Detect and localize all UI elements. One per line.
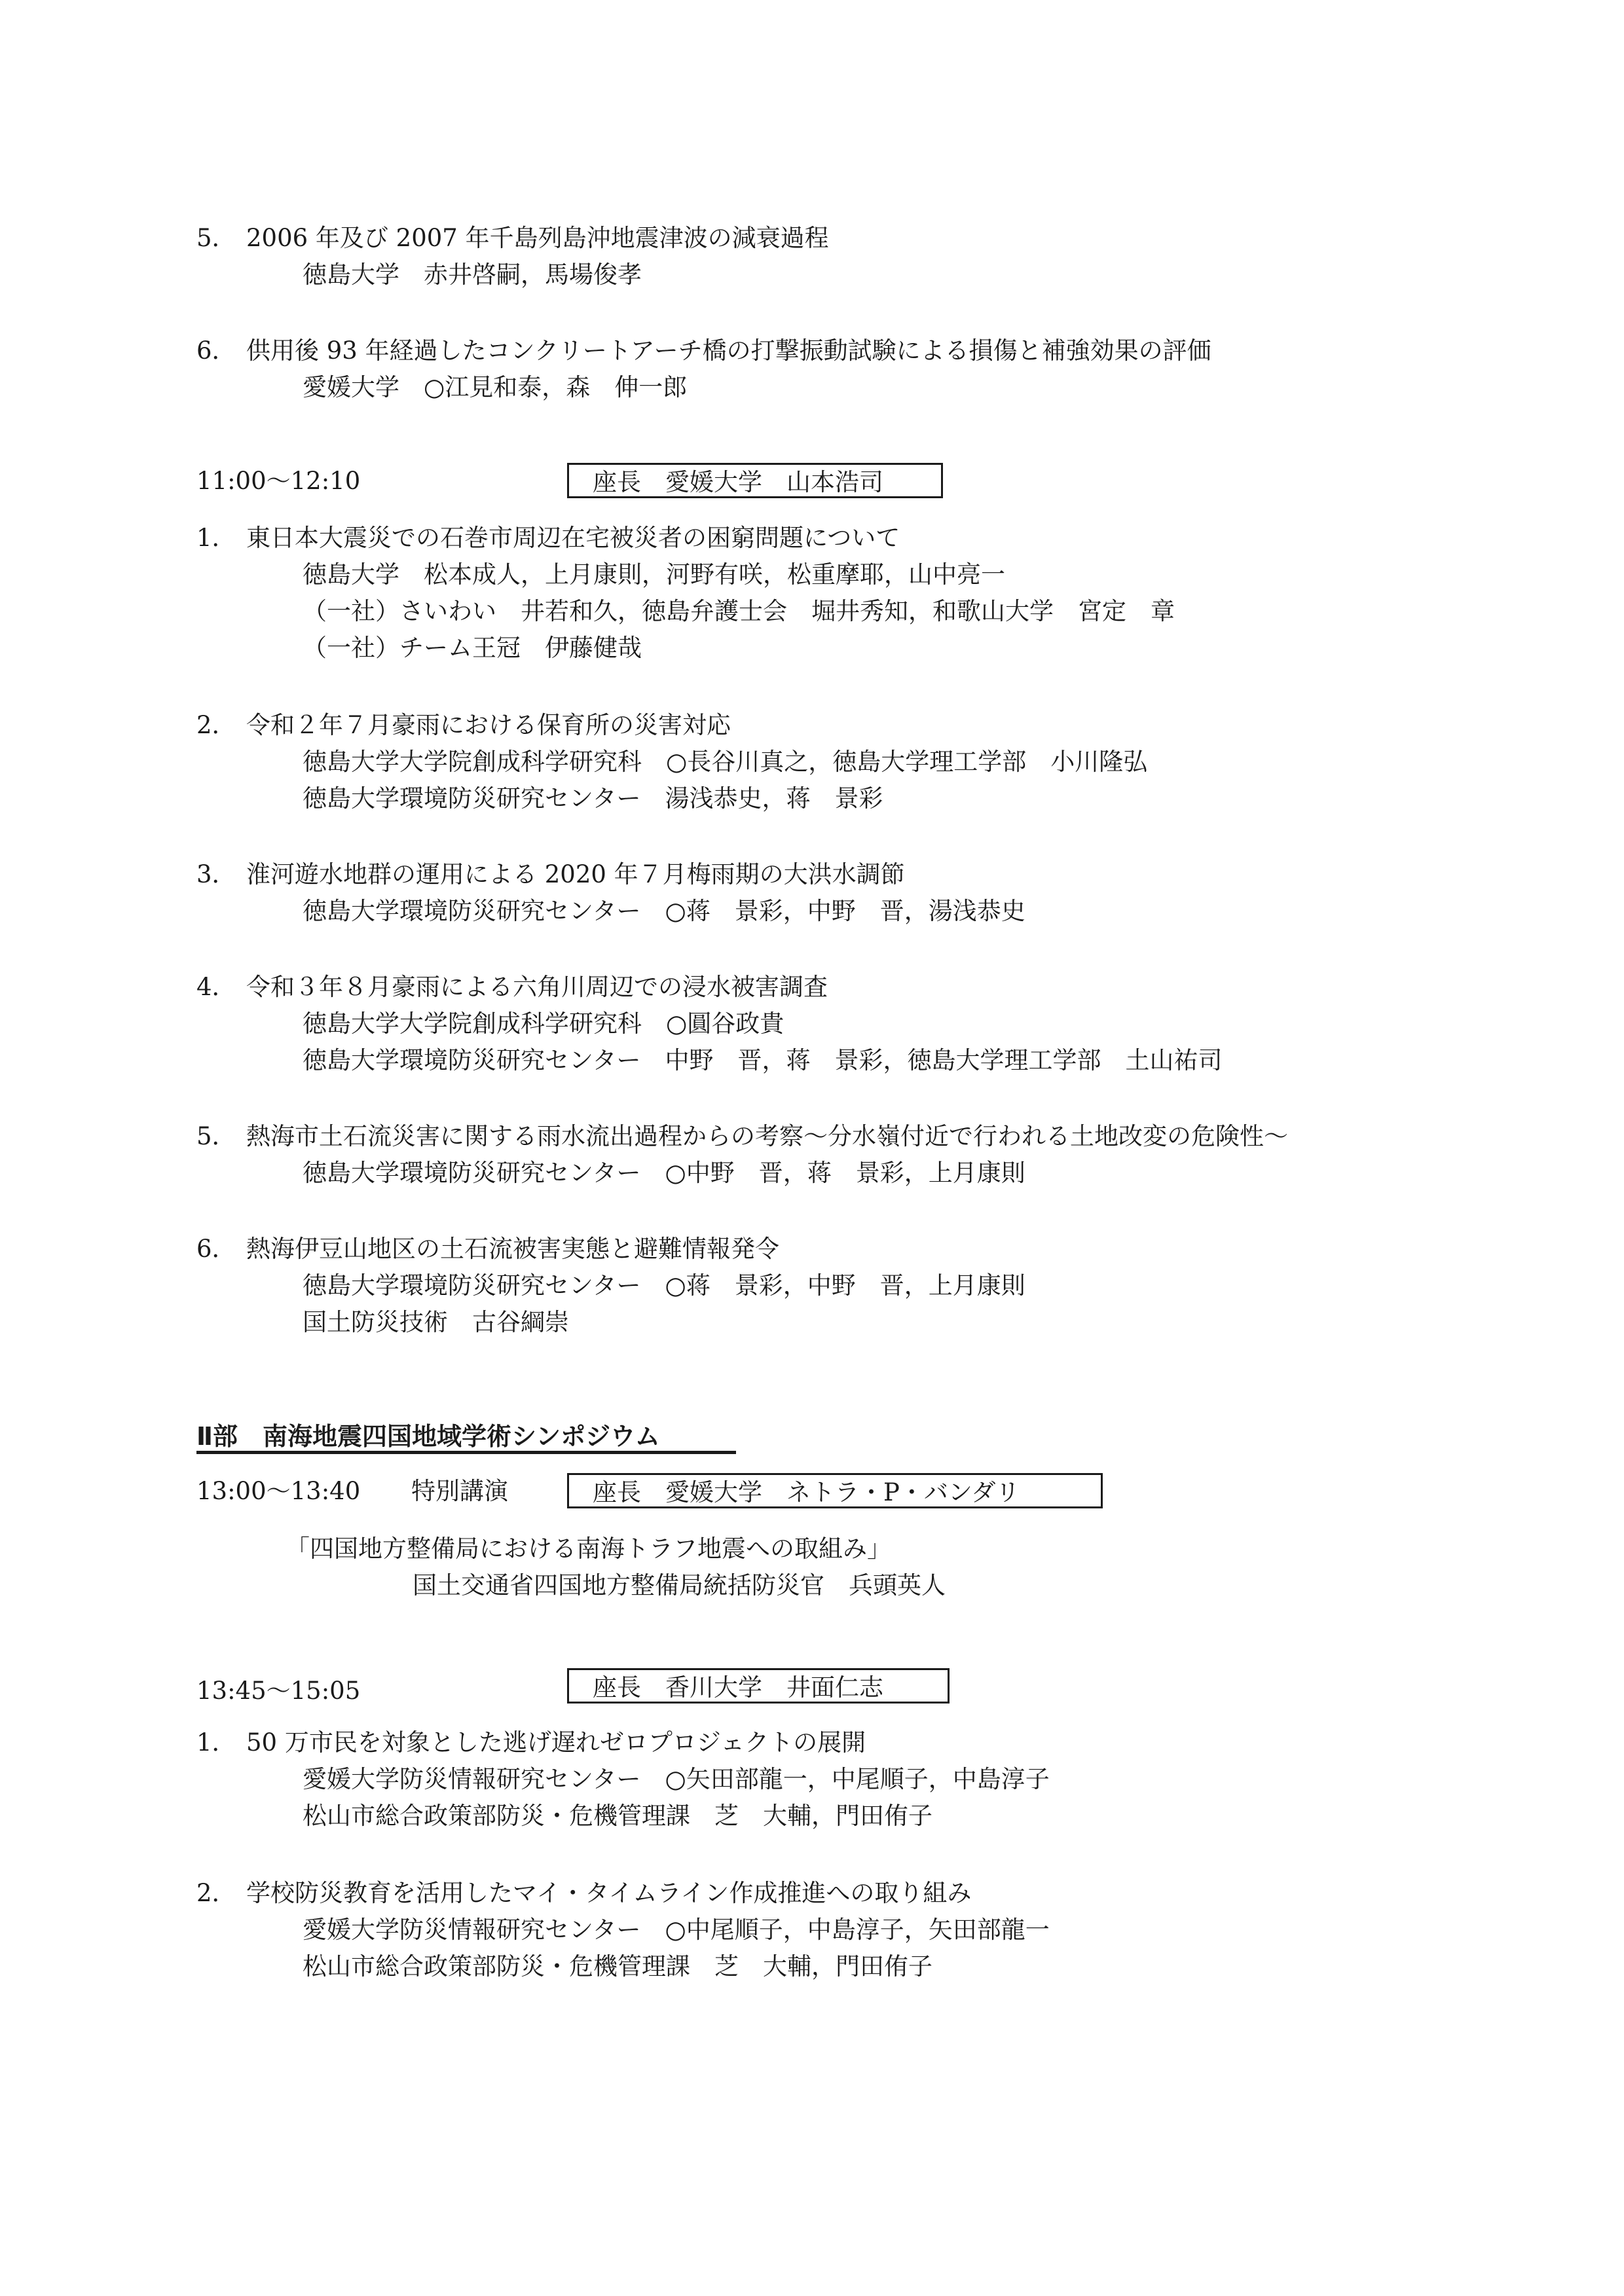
lecture-speaker: 国土交通省四国地方整備局統括防災官 兵頭英人 xyxy=(413,1571,946,1599)
item-number: 6． xyxy=(196,1235,236,1263)
item-authors: 国土防災技術 古谷綱崇 xyxy=(303,1308,569,1336)
item-title: 2006 年及び 2007 年千島列島沖地震津波の減衰過程 xyxy=(246,224,829,252)
item-authors: 徳島大学環境防災研究センター ○中野 晋，蒋 景彩，上月康則 xyxy=(303,1159,1025,1187)
item-authors: 徳島大学大学院創成科学研究科 ○圓谷政貴 xyxy=(303,1010,784,1038)
item-authors: 愛媛大学 ○江見和泰，森 伸一郎 xyxy=(303,373,688,401)
item-title: 熱海市土石流災害に関する雨水流出過程からの考察～分水嶺付近で行われる土地改変の危険性～ xyxy=(246,1122,1288,1150)
item-number: 2． xyxy=(196,711,236,739)
item-title: 令和２年７月豪雨における保育所の災害対応 xyxy=(246,711,731,739)
item-title: 淮河遊水地群の運用による 2020 年７月梅雨期の大洪水調節 xyxy=(246,860,905,888)
item-authors: 徳島大学 赤井啓嗣，馬場俊孝 xyxy=(303,261,642,289)
item-number: 1． xyxy=(196,524,236,552)
item-title: 供用後 93 年経過したコンクリートアーチ橋の打撃振動試験による損傷と補強効果の評価 xyxy=(246,337,1211,365)
special-time: 13:00～13:40 xyxy=(196,1477,361,1505)
item-number: 4． xyxy=(196,973,236,1001)
item-authors: 徳島大学環境防災研究センター ○蒋 景彩，中野 晋，湯浅恭史 xyxy=(303,897,1025,925)
item-authors: 徳島大学環境防災研究センター 中野 晋，蒋 景彩，徳島大学理工学部 土山祐司 xyxy=(303,1046,1223,1074)
item-authors: 松山市総合政策部防災・危機管理課 芝 大輔，門田侑子 xyxy=(303,1952,932,1980)
item-number: 3． xyxy=(196,860,236,888)
item-authors: 徳島大学環境防災研究センター 湯浅恭史，蒋 景彩 xyxy=(303,784,883,812)
heading-underline xyxy=(196,1451,736,1454)
item-authors: 松山市総合政策部防災・危機管理課 芝 大輔，門田侑子 xyxy=(303,1802,932,1830)
item-number: 1． xyxy=(196,1728,236,1757)
item-number: 6． xyxy=(196,337,236,365)
chair-box: 座長 愛媛大学 ネトラ・P・バンダリ xyxy=(567,1473,1103,1508)
item-authors: 愛媛大学防災情報研究センター ○矢田部龍一，中尾順子，中島淳子 xyxy=(303,1765,1050,1793)
special-label: 特別講演 xyxy=(411,1477,508,1505)
item-authors: 徳島大学環境防災研究センター ○蒋 景彩，中野 晋，上月康則 xyxy=(303,1271,1025,1300)
item-number: 5． xyxy=(196,224,236,252)
chair-box: 座長 愛媛大学 山本浩司 xyxy=(567,463,943,498)
item-authors: 徳島大学 松本成人，上月康則，河野有咲，松重摩耶，山中亮一 xyxy=(303,560,1005,589)
item-title: 学校防災教育を活用したマイ・タイムライン作成推進への取り組み xyxy=(246,1879,972,1907)
chair-box: 座長 香川大学 井面仁志 xyxy=(567,1668,950,1704)
part-heading: Ⅱ部 南海地震四国地域学術シンポジウム xyxy=(196,1422,660,1451)
item-title: 東日本大震災での石巻市周辺在宅被災者の困窮問題について xyxy=(246,524,900,552)
item-authors: （一社）チーム王冠 伊藤健哉 xyxy=(303,634,642,662)
session-time: 13:45～15:05 xyxy=(196,1677,361,1705)
lecture-title: 「四国地方整備局における南海トラフ地震への取組み」 xyxy=(286,1535,891,1563)
item-title: 50 万市民を対象とした逃げ遅れゼロプロジェクトの展開 xyxy=(246,1728,866,1757)
item-number: 2． xyxy=(196,1879,236,1907)
item-title: 令和３年８月豪雨による六角川周辺での浸水被害調査 xyxy=(246,973,828,1001)
item-authors: 愛媛大学防災情報研究センター ○中尾順子，中島淳子，矢田部龍一 xyxy=(303,1916,1050,1944)
item-title: 熱海伊豆山地区の土石流被害実態と避難情報発令 xyxy=(246,1235,779,1263)
item-authors: 徳島大学大学院創成科学研究科 ○長谷川真之，徳島大学理工学部 小川隆弘 xyxy=(303,748,1148,776)
session-time: 11:00～12:10 xyxy=(196,467,361,495)
item-authors: （一社）さいわい 井若和久，徳島弁護士会 堀井秀知，和歌山大学 宮定 章 xyxy=(303,597,1175,625)
item-number: 5． xyxy=(196,1122,236,1150)
